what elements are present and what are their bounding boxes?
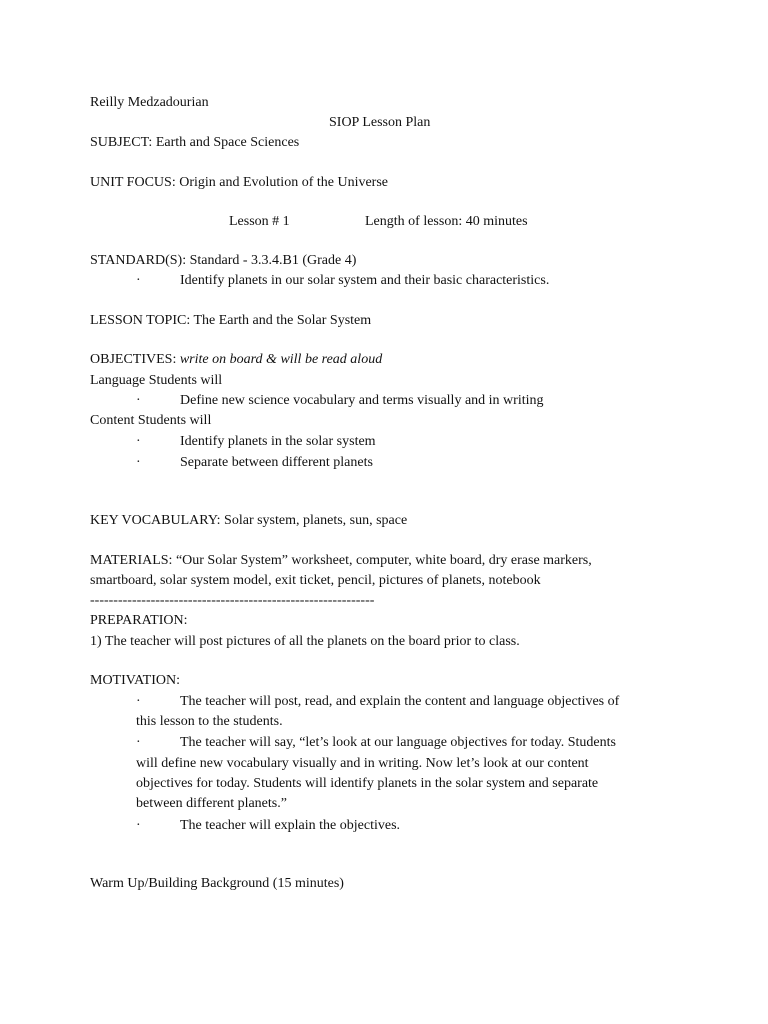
content-bullet-2: · [136, 455, 141, 470]
objectives-label: OBJECTIVES: [90, 352, 180, 367]
content-objective-item-2: Separate between different planets [180, 455, 373, 470]
section-divider: ------------------------------------------------------------- [90, 593, 375, 608]
motivation-bullet-1: · [136, 694, 141, 709]
content-bullet-1: · [136, 434, 141, 449]
preparation-heading: PREPARATION: [90, 613, 188, 628]
materials-line-2: smartboard, solar system model, exit ticket, pencil, pictures of planets, notebook [90, 573, 541, 588]
materials-line-1: MATERIALS: “Our Solar System” worksheet, computer, white board, dry erase markers, [90, 553, 592, 568]
standards-bullet: · [136, 273, 141, 288]
motivation-item-2-line-1: The teacher will say, “let’s look at our language objectives for today. Students [180, 735, 616, 750]
language-bullet: · [136, 393, 141, 408]
standards-heading: STANDARD(S): Standard - 3.3.4.B1 (Grade 4) [90, 253, 357, 268]
motivation-item-1-line-2: this lesson to the students. [136, 714, 283, 729]
author-name: Reilly Medzadourian [90, 95, 209, 110]
motivation-bullet-3: · [136, 818, 141, 833]
content-objective-item-1: Identify planets in the solar system [180, 434, 376, 449]
motivation-bullet-2: · [136, 735, 141, 750]
motivation-item-1-line-1: The teacher will post, read, and explain the content and language objectives of [180, 694, 620, 709]
motivation-item-2-line-2: will define new vocabulary visually and in writing. Now let’s look at our content [136, 756, 589, 771]
standards-item: Identify planets in our solar system and their basic characteristics. [180, 273, 550, 288]
motivation-item-3: The teacher will explain the objectives. [180, 818, 401, 833]
document-title: SIOP Lesson Plan [329, 115, 431, 130]
objectives-heading [90, 351, 382, 369]
preparation-item-1: 1) The teacher will post pictures of all the planets on the board prior to class. [90, 634, 520, 649]
warm-up-heading: Warm Up/Building Background (15 minutes) [90, 876, 344, 891]
unit-focus-line: UNIT FOCUS: Origin and Evolution of the Universe [90, 175, 388, 190]
lesson-number: Lesson # 1 [229, 214, 290, 229]
objectives-note: write on board & will be read aloud [179, 352, 383, 367]
lesson-length: Length of lesson: 40 minutes [365, 214, 528, 229]
language-objectives-heading: Language Students will [90, 373, 223, 388]
content-objectives-heading: Content Students will [90, 413, 212, 428]
motivation-heading: MOTIVATION: [90, 673, 180, 688]
subject-line: SUBJECT: Earth and Space Sciences [90, 135, 300, 150]
motivation-item-2-line-3: objectives for today. Students will identify planets in the solar system and separate [136, 776, 599, 791]
key-vocabulary-line: KEY VOCABULARY: Solar system, planets, sun, space [90, 513, 408, 528]
motivation-item-2-line-4: between different planets.” [136, 796, 287, 811]
language-objective-item: Define new science vocabulary and terms visually and in writing [180, 393, 544, 408]
lesson-topic-line: LESSON TOPIC: The Earth and the Solar System [90, 313, 372, 328]
